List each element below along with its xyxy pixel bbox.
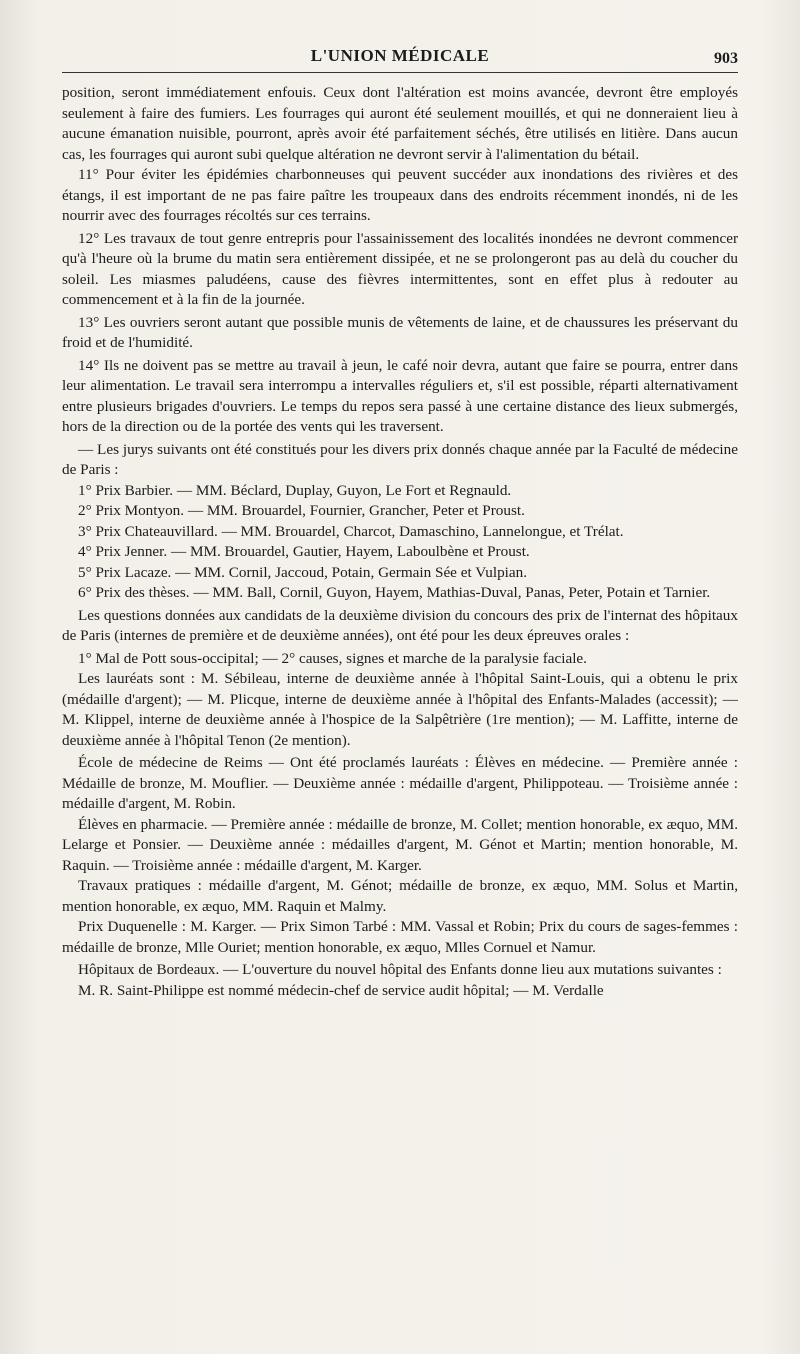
paragraph: 12° Les travaux de tout genre entrepris pour l'assainissement des localités inondées ne devront commencer qu'à l'heure où la brume du matin sera entièrement dissipée, et ne se prolongeront pas au delà du coucher du soleil. Les miasmes paludéens, cause des fièvres intermittentes, sont en effet plus à redouter au commencement et à la fin de la journée. bbox=[62, 229, 738, 308]
paragraph: Prix Duquenelle : M. Karger. — Prix Simon Tarbé : MM. Vassal et Robin; Prix du cours de sages-femmes : médaille de bronze, Mlle Ouriet; mention honorable, ex æquo, Mlles Cornuel et Namur. bbox=[62, 918, 738, 956]
paragraph: Hôpitaux de Bordeaux. — L'ouverture du nouvel hôpital des Enfants donne lieu aux mutations suivantes : bbox=[78, 961, 722, 978]
page-number: 903 bbox=[714, 50, 738, 67]
list-item: 6° Prix des thèses. — MM. Ball, Cornil, Guyon, Hayem, Mathias-Duval, Panas, Peter, Potain et Tarnier. bbox=[78, 584, 711, 601]
paragraph: M. R. Saint-Philippe est nommé médecin-chef de service audit hôpital; — M. Verdalle bbox=[78, 981, 604, 999]
article-body bbox=[62, 83, 738, 1001]
paragraph: Élèves en pharmacie. — Première année : médaille de bronze, M. Collet; mention honorable, ex æquo, MM. Lelarge et Ponsier. — Deuxième année : médailles d'argent, M. Génot et Martin; mention honorable, M. Raquin. — Troisième année : médaille d'argent, M. Karger. bbox=[62, 815, 738, 874]
list-item: 1° Prix Barbier. — MM. Béclard, Duplay, Guyon, Le Fort et Regnauld. bbox=[78, 481, 512, 499]
paragraph: — Les jurys suivants ont été constitués pour les divers prix donnés chaque année par la Faculté de médecine de Paris : bbox=[62, 440, 738, 478]
paragraph: position, seront immédiatement enfouis. Ceux dont l'altération est moins avancée, devront être employés seulement à faire des fumiers. Les fourrages qui auront été seulement mouillés, et qui ne donneraient lieu à aucune émanation nuisible, pourront, après avoir été parfaitement séchés, être utilisés en litière. Dans aucun cas, les fourrages qui auront subi quelque altération ne devront servir à l'alimentation du bétail. bbox=[62, 84, 738, 163]
paragraph: Les questions données aux candidats de la deuxième division du concours des prix de l'internat des hôpitaux de Paris (internes de première et de deuxième années), ont été pour les deux épreuves orales : bbox=[62, 606, 738, 644]
running-title: L'UNION MÉDICALE bbox=[310, 46, 490, 65]
paragraph: École de médecine de Reims — Ont été proclamés lauréats : Élèves en médecine. — Première année : Médaille de bronze, M. Mouflier. — Deuxième année : médaille d'argent, Philippoteau. — Troisième année : médaille d'argent, M. Robin. bbox=[62, 754, 738, 812]
list-item: 5° Prix Lacaze. — MM. Cornil, Jaccoud, Potain, Germain Sée et Vulpian. bbox=[78, 563, 528, 581]
paragraph: 14° Ils ne doivent pas se mettre au travail à jeun, le café noir devra, autant que faire se pourra, entrer dans leur alimentation. Le travail sera interrompu a intervalles réguliers et, s'il est possible, réparti alternativament entre plusieurs brigades d'ouvriers. Le temps du repos sera passé à une certaine distance des lieux submergés, hors de la direction ou de la portée des vents qui les traversent. bbox=[62, 356, 738, 435]
list-item: 4° Prix Jenner. — MM. Brouardel, Gautier, Hayem, Laboulbène et Proust. bbox=[78, 543, 530, 560]
paragraph: Travaux pratiques : médaille d'argent, M. Génot; médaille de bronze, ex æquo, MM. Solus et Martin, mention honorable, ex æquo, MM. Raquin et Malmy. bbox=[62, 877, 738, 915]
paragraph: 11° Pour éviter les épidémies charbonneuses qui peuvent succéder aux inondations des rivières et des étangs, il est important de ne pas faire paître les troupeaux dans des endroits récemment inondés, ni de les nourrir avec des fourrages récoltés sur ces terrains. bbox=[62, 166, 738, 224]
paragraph: 13° Les ouvriers seront autant que possible munis de vêtements de laine, et de chaussures les préservant du froid et de l'humidité. bbox=[62, 313, 738, 351]
paragraph: 1° Mal de Pott sous-occipital; — 2° causes, signes et marche de la paralysie faciale. bbox=[78, 649, 587, 667]
list-item: 3° Prix Chateauvillard. — MM. Brouardel, Charcot, Damaschino, Lannelongue, et Trélat. bbox=[78, 522, 624, 540]
page-header bbox=[62, 38, 738, 72]
list-item: 2° Prix Montyon. — MM. Brouardel, Fournier, Grancher, Peter et Proust. bbox=[78, 502, 525, 519]
header-rule bbox=[62, 72, 738, 73]
paragraph: Les lauréats sont : M. Sébileau, interne de deuxième année à l'hôpital Saint-Louis, qui a obtenu le prix (médaille d'argent); — M. Plicque, interne de deuxième année à l'hôpital des Enfants-Malades (accessit); — M. Klippel, interne de deuxième année à l'hospice de la Salpêtrière (1re mention); — M. Laffitte, interne de deuxième année à l'hôpital Tenon (2e mention). bbox=[62, 670, 738, 749]
